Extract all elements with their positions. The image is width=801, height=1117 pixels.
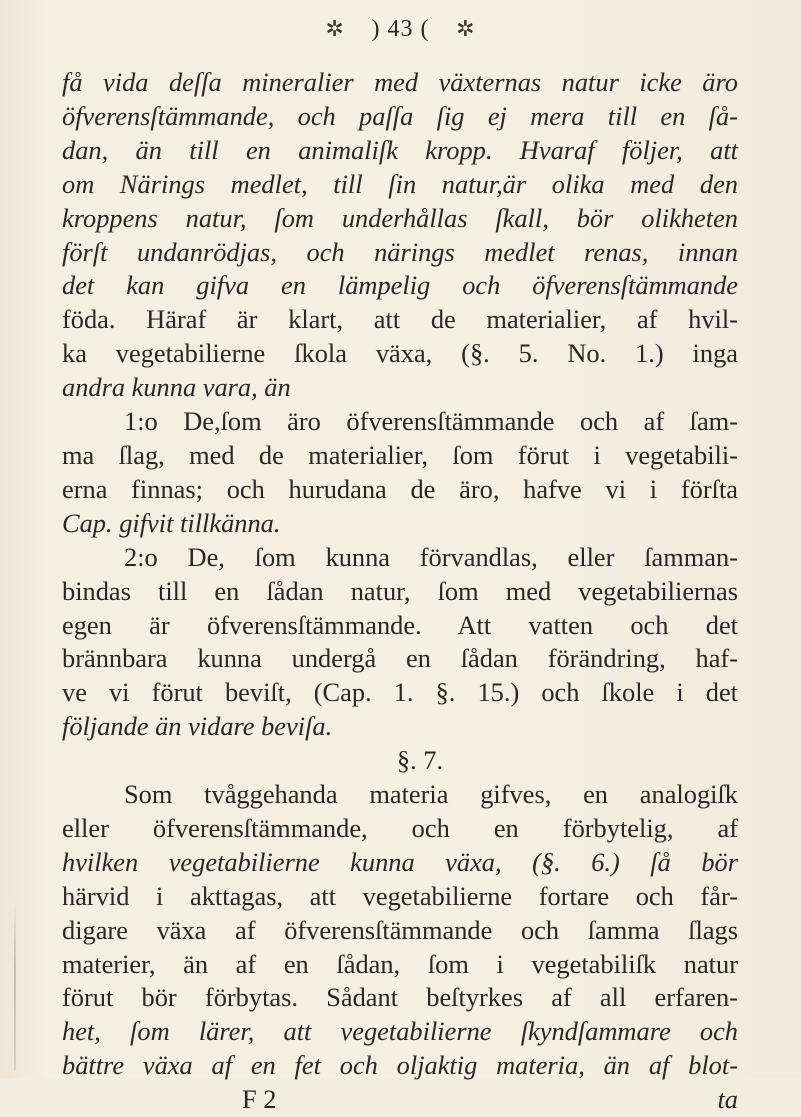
running-header <box>0 14 801 43</box>
signature-line <box>62 1083 738 1117</box>
text-line: 1:o De,ſom äro öfverensſtämmande och af ſam- <box>124 406 738 437</box>
ornament-right-icon: ✲ <box>456 17 476 42</box>
text-line: härvid i akttagas, att vegetabilierne fortare och får- <box>62 880 738 911</box>
section-heading: §. 7. <box>396 745 444 776</box>
text-line: Cap. gifvit tillkänna. <box>62 507 281 538</box>
text-line: materier, än af en ſådan, ſom i vegetabiliſk natur <box>62 948 738 979</box>
body-text <box>62 66 738 1117</box>
text-line: bindas till en ſådan natur, ſom med vegetabiliernas <box>62 575 738 606</box>
text-line: andra kunna vara, än <box>62 372 291 403</box>
text-line: ve vi förut beviſt, (Cap. 1. §. 15.) och ſkole i det <box>62 677 738 708</box>
ornament-left-icon: ✲ <box>325 17 345 42</box>
text-line: följande än vidare beviſa. <box>62 711 333 742</box>
text-line: het, ſom lärer, att vegetabilierne ſkyndſammare och <box>62 1016 738 1047</box>
text-line: erna finnas; och hurudana de äro, hafve vi i förſta <box>62 473 738 504</box>
text-line: förut bör förbytas. Sådant beſtyrkes af all erfaren- <box>62 982 738 1013</box>
text-line: bättre växa af en fet och oljaktig materia, än af blot- <box>62 1050 738 1081</box>
text-line: hvilken vegetabilierne kunna växa, (§. 6.) ſå bör <box>62 846 738 877</box>
text-line: ka vegetabilierne ſkola växa, (§. 5. No. 1.) inga <box>62 338 738 369</box>
text-line: förſt undanrödjas, och närings medlet renas, innan <box>62 236 738 267</box>
text-line: 2:o De, ſom kunna förvandlas, eller ſamman- <box>124 541 738 572</box>
catchword: ta <box>717 1084 738 1115</box>
text-line: brännbara kunna undergå en ſådan förändring, haf- <box>62 643 738 674</box>
text-line: egen är öfverensſtämmande. Att vatten och det <box>62 609 738 640</box>
text-line: digare växa af öfverensſtämmande och ſamma ſlags <box>62 914 738 945</box>
text-line: öfverensſtämmande, och paſſa ſig ej mera till en ſå- <box>62 100 738 131</box>
text-line: Som tvåggehanda materia gifves, en analogiſk <box>124 779 738 810</box>
page-gutter-shadow <box>14 900 16 1070</box>
text-line: ma ſlag, med de materialier, ſom förut i vegetabili- <box>62 439 738 470</box>
text-line: det kan gifva en lämpelig och öfverensſtämmande <box>62 270 738 301</box>
text-line: eller öfverensſtämmande, och en förbytelig, af <box>62 812 738 843</box>
text-line: om Närings medlet, till ſin natur,är olika med den <box>62 168 738 199</box>
signature-mark: F 2 <box>242 1084 277 1115</box>
text-line: få vida deſſa mineralier med växternas natur icke äro <box>62 67 738 97</box>
text-line: dan, än till en animaliſk kropp. Hvaraf följer, att <box>62 134 738 165</box>
text-line: föda. Häraf är klart, att de materialier, af hvil- <box>62 304 738 335</box>
page-number: ) 43 ( <box>371 16 430 42</box>
text-line: kroppens natur, ſom underhållas ſkall, bör olikheten <box>62 202 738 233</box>
